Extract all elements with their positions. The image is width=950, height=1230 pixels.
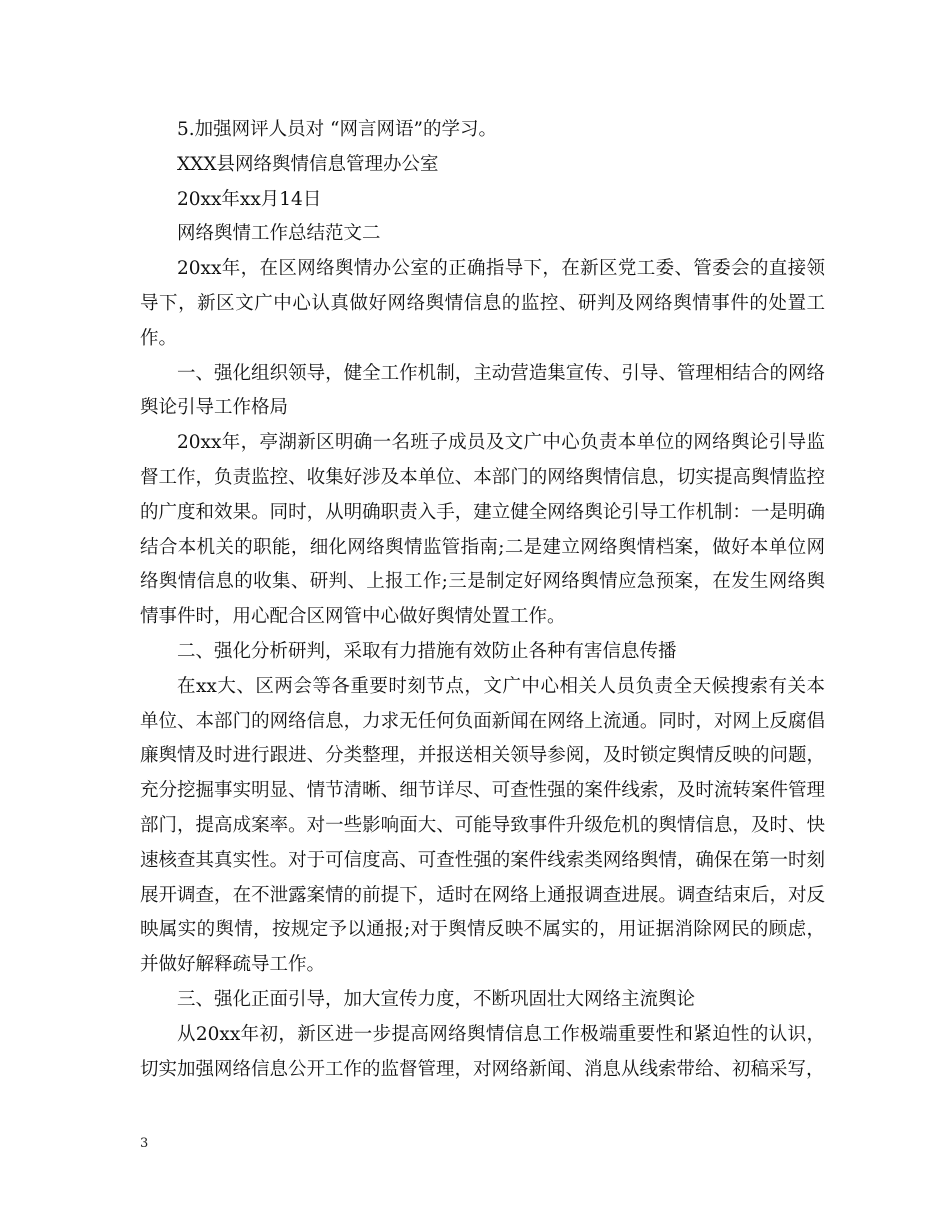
office-signature: XXX县网络舆情信息管理办公室 <box>177 153 439 175</box>
paragraph-two: 在xx大、区两会等各重要时刻节点，文广中心相关人员负责全天候搜索有关本单位、本部门的网络信息，力求无任何负面新闻在网络上流通。同时，对网上反腐倡廉舆情及时进行跟进、分类整理，并报送相关领导参阅，及时锁定舆情反映的问题，充分挖掘事实明显、情节清晰、细节详尽、可查性强的案件线索，及时流转案件管理部门，提高成案率。对一些影响面大、可能导致事件升级危机的舆情信息，及时、快速核查其真实性。对于可信度高、可查性强的案件线索类网络舆情，确保在第一时刻展开调查，在不泄露案情的前提下，适时在网络上通报调查进展。调查结束后，对反映属实的舆情，按规定予以通报;对于舆情反映不属实的，用证据消除网民的顾虑，并做好解释疏导工作。 <box>140 675 825 976</box>
paragraph-intro: 20xx年，在区网络舆情办公室的正确指导下，在新区党工委、管委会的直接领导下，新区文广中心认真做好网络舆情信息的监控、研判及网络舆情事件的处置工作。 <box>140 258 825 349</box>
list-item-5: 5.加强网评人员对 “网言网语”的学习。 <box>177 119 497 140</box>
document-body <box>140 113 825 1087</box>
heading-three: 三、强化正面引导，加大宣传力度，不断巩固壮大网络主流舆论 <box>177 988 696 1010</box>
section-title: 网络舆情工作总结范文二 <box>177 223 381 245</box>
heading-two: 二、强化分析研判，采取有力措施有效防止各种有害信息传播 <box>177 640 677 662</box>
paragraph-one: 20xx年，亭湖新区明确一名班子成员及文广中心负责本单位的网络舆论引导监督工作，负责监控、收集好涉及本单位、本部门的网络舆情信息，切实提高舆情监控的广度和效果。同时，从明确职责入手，建立健全网络舆论引导工作机制：一是明确结合本机关的职能，细化网络舆情监管指南;二是建立网络舆情档案，做好本单位网络舆情信息的收集、研判、上报工作;三是制定好网络舆情应急预案，在发生网络舆情事件时，用心配合区网管中心做好舆情处置工作。 <box>140 432 825 628</box>
page-number: 3 <box>140 1136 149 1151</box>
signature-date: 20xx年xx月14日 <box>177 188 322 210</box>
paragraph-three: 从20xx年初，新区进一步提高网络舆情信息工作极端重要性和紧迫性的认识，切实加强网络信息公开工作的监督管理，对网络新闻、消息从线索带给、初稿采写， <box>140 1023 825 1080</box>
heading-one: 一、强化组织领导，健全工作机制，主动营造集宣传、引导、管理相结合的网络舆论引导工作格局 <box>140 362 825 419</box>
